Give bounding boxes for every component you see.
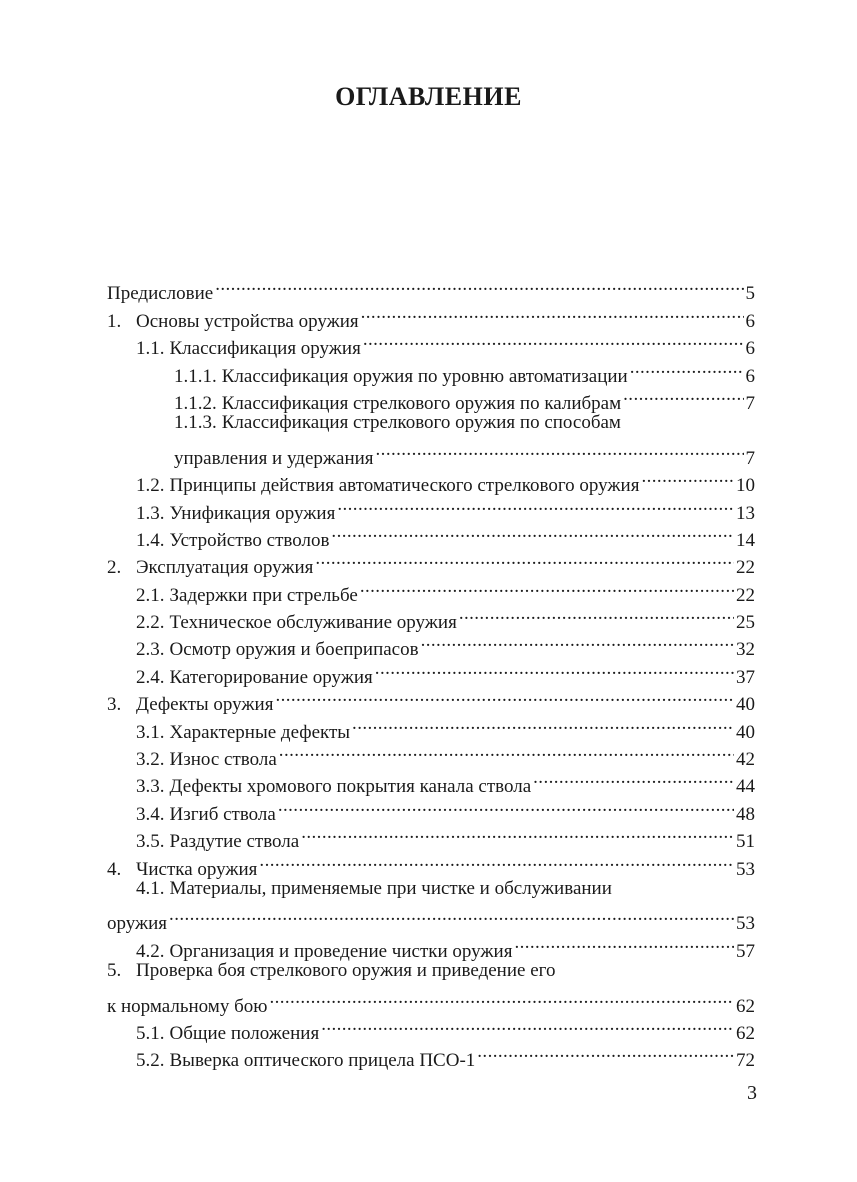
toc-entry-label: Классификация оружия [169, 338, 361, 360]
toc-entry-label: Эксплуатация оружия [136, 557, 314, 579]
toc-entry-label: Основы устройства оружия [136, 310, 359, 332]
toc-entry-page: 7 [745, 392, 755, 414]
toc-entry-page: 62 [736, 1022, 755, 1044]
toc-entry-label: Задержки при стрельбе [169, 584, 358, 606]
toc-entry-number: 5.1. [136, 1022, 165, 1044]
toc-entry-page: 22 [736, 584, 755, 606]
toc-entry-page: 37 [736, 666, 755, 688]
toc-entry-label: Устройство стволов [169, 529, 330, 551]
toc-entry-label: Классификация оружия по уровню автоматизации [221, 365, 628, 387]
toc-entry[interactable] [107, 929, 755, 962]
toc-leader-dots [376, 436, 744, 463]
toc-leader-dots [279, 738, 734, 765]
toc-leader-dots [278, 792, 734, 819]
toc-entry-label: Унификация оружия [169, 502, 336, 524]
toc-entry-label: Материалы, применяемые при чистке и обслуживании [169, 877, 612, 899]
toc-entry-label: Чистка оружия [136, 858, 258, 880]
toc-leader-dots [315, 546, 734, 573]
toc-entry-label: Выверка оптического прицела ПСО-1 [169, 1050, 476, 1072]
toc-entry-number: 2.2. [136, 612, 165, 634]
toc-entry-number: 3.1. [136, 721, 165, 743]
toc-entry-number: 5.2. [136, 1050, 165, 1072]
toc-entry-label: оружия [107, 913, 168, 935]
toc-entry[interactable] [107, 875, 755, 902]
toc-entry-page: 6 [745, 310, 755, 332]
toc-entry-page: 10 [736, 475, 755, 497]
toc-entry-label: Организация и проведение чистки оружия [169, 940, 513, 962]
toc-leader-dots [641, 464, 734, 491]
toc-entry-number: 4.1. [136, 877, 165, 899]
toc-entry-label: Раздутие ствола [169, 831, 300, 853]
toc-entry-number: 1.1.2. [174, 392, 217, 414]
toc-entry-label: Классификация стрелкового оружия по способам [221, 411, 621, 433]
toc-leader-dots [361, 299, 744, 326]
toc-entry-label: Принципы действия автоматического стрелкового оружия [169, 475, 640, 497]
toc-entry-page: 57 [736, 940, 755, 962]
toc-entry-page: 40 [736, 721, 755, 743]
toc-leader-dots [459, 601, 734, 628]
toc-leader-dots [533, 765, 734, 792]
toc-entry-number: 3.4. [136, 803, 165, 825]
toc-entry-label: Осмотр оружия и боеприпасов [169, 639, 419, 661]
toc-entry-page: 32 [736, 639, 755, 661]
toc-leader-dots [363, 327, 744, 354]
toc-entry-number: 1.1.3. [174, 411, 217, 433]
toc-entry-page: 48 [736, 803, 755, 825]
toc-entry[interactable] [107, 957, 755, 984]
toc-entry-label: Классификация стрелкового оружия по калибрам [221, 392, 622, 414]
toc-entry-page: 72 [736, 1050, 755, 1072]
toc-entry[interactable] [107, 409, 755, 436]
table-of-contents [107, 272, 755, 1072]
toc-entry-number: 1. [107, 310, 122, 332]
toc-entry-page: 25 [736, 612, 755, 634]
toc-leader-dots [352, 710, 734, 737]
toc-entry-number: 2.4. [136, 666, 165, 688]
toc-leader-dots [623, 382, 743, 409]
toc-entry-label: Проверка боя стрелкового оружия и приведение его [136, 959, 556, 981]
toc-leader-dots [477, 1039, 734, 1066]
toc-entry-number: 4.2. [136, 940, 165, 962]
toc-entry-number: 1.1.1. [174, 365, 217, 387]
toc-entry-label: Изгиб ствола [169, 803, 276, 825]
toc-entry-number: 1.4. [136, 529, 165, 551]
toc-entry-number: 1.3. [136, 502, 165, 524]
toc-entry-label: Дефекты хромового покрытия канала ствола [169, 776, 532, 798]
toc-leader-dots [514, 929, 734, 956]
toc-leader-dots [375, 655, 734, 682]
toc-entry-label: к нормальному бою [107, 995, 268, 1017]
toc-entry-number: 1.2. [136, 475, 165, 497]
page-number: 3 [747, 1082, 757, 1104]
toc-leader-dots [259, 847, 734, 874]
toc-entry-label: Дефекты оружия [136, 694, 274, 716]
toc-entry-label: Предисловие [107, 283, 214, 305]
toc-leader-dots [337, 491, 734, 518]
toc-entry-number: 4. [107, 858, 122, 880]
toc-entry-number: 2.3. [136, 639, 165, 661]
toc-entry-number: 5. [107, 959, 122, 981]
toc-entry-page: 40 [736, 694, 755, 716]
toc-entry-number: 1.1. [136, 338, 165, 360]
toc-entry-continuation[interactable] [107, 984, 755, 1017]
toc-entry-number: 3.3. [136, 776, 165, 798]
toc-entry-label: Характерные дефекты [169, 721, 351, 743]
toc-entry-label: Техническое обслуживание оружия [169, 612, 457, 634]
toc-entry-page: 13 [736, 502, 755, 524]
toc-entry-page: 53 [736, 858, 755, 880]
toc-entry-page: 6 [745, 365, 755, 387]
toc-entry-continuation[interactable] [107, 902, 755, 935]
toc-leader-dots [421, 628, 734, 655]
toc-entry-label: Износ ствола [169, 749, 277, 771]
toc-leader-dots [215, 272, 743, 299]
toc-leader-dots [321, 1012, 734, 1039]
toc-leader-dots [301, 820, 734, 847]
toc-entry-page: 6 [745, 338, 755, 360]
toc-entry-page: 5 [745, 283, 755, 305]
toc-leader-dots [269, 984, 734, 1011]
toc-entry-page: 14 [736, 529, 755, 551]
toc-entry-page: 22 [736, 557, 755, 579]
page-title: ОГЛАВЛЕНИЕ [335, 82, 522, 111]
toc-entry-label: управления и удержания [174, 447, 374, 469]
toc-entry-page: 7 [745, 447, 755, 469]
toc-leader-dots [331, 519, 734, 546]
toc-entry-number: 3. [107, 694, 122, 716]
toc-entry-label: Категорирование оружия [169, 666, 373, 688]
toc-entry-page: 53 [736, 913, 755, 935]
toc-entry[interactable] [107, 272, 755, 305]
toc-entry-page: 42 [736, 749, 755, 771]
toc-leader-dots [169, 902, 734, 929]
toc-entry-page: 44 [736, 776, 755, 798]
toc-entry-page: 51 [736, 831, 755, 853]
toc-leader-dots [360, 573, 734, 600]
toc-entry-number: 3.2. [136, 749, 165, 771]
toc-entry-page: 62 [736, 995, 755, 1017]
toc-entry-number: 2.1. [136, 584, 165, 606]
toc-entry-continuation[interactable] [107, 436, 755, 469]
toc-entry-number: 2. [107, 557, 122, 579]
toc-entry-number: 3.5. [136, 831, 165, 853]
toc-leader-dots [630, 354, 744, 381]
toc-entry-label: Общие положения [169, 1022, 320, 1044]
toc-leader-dots [275, 683, 734, 710]
